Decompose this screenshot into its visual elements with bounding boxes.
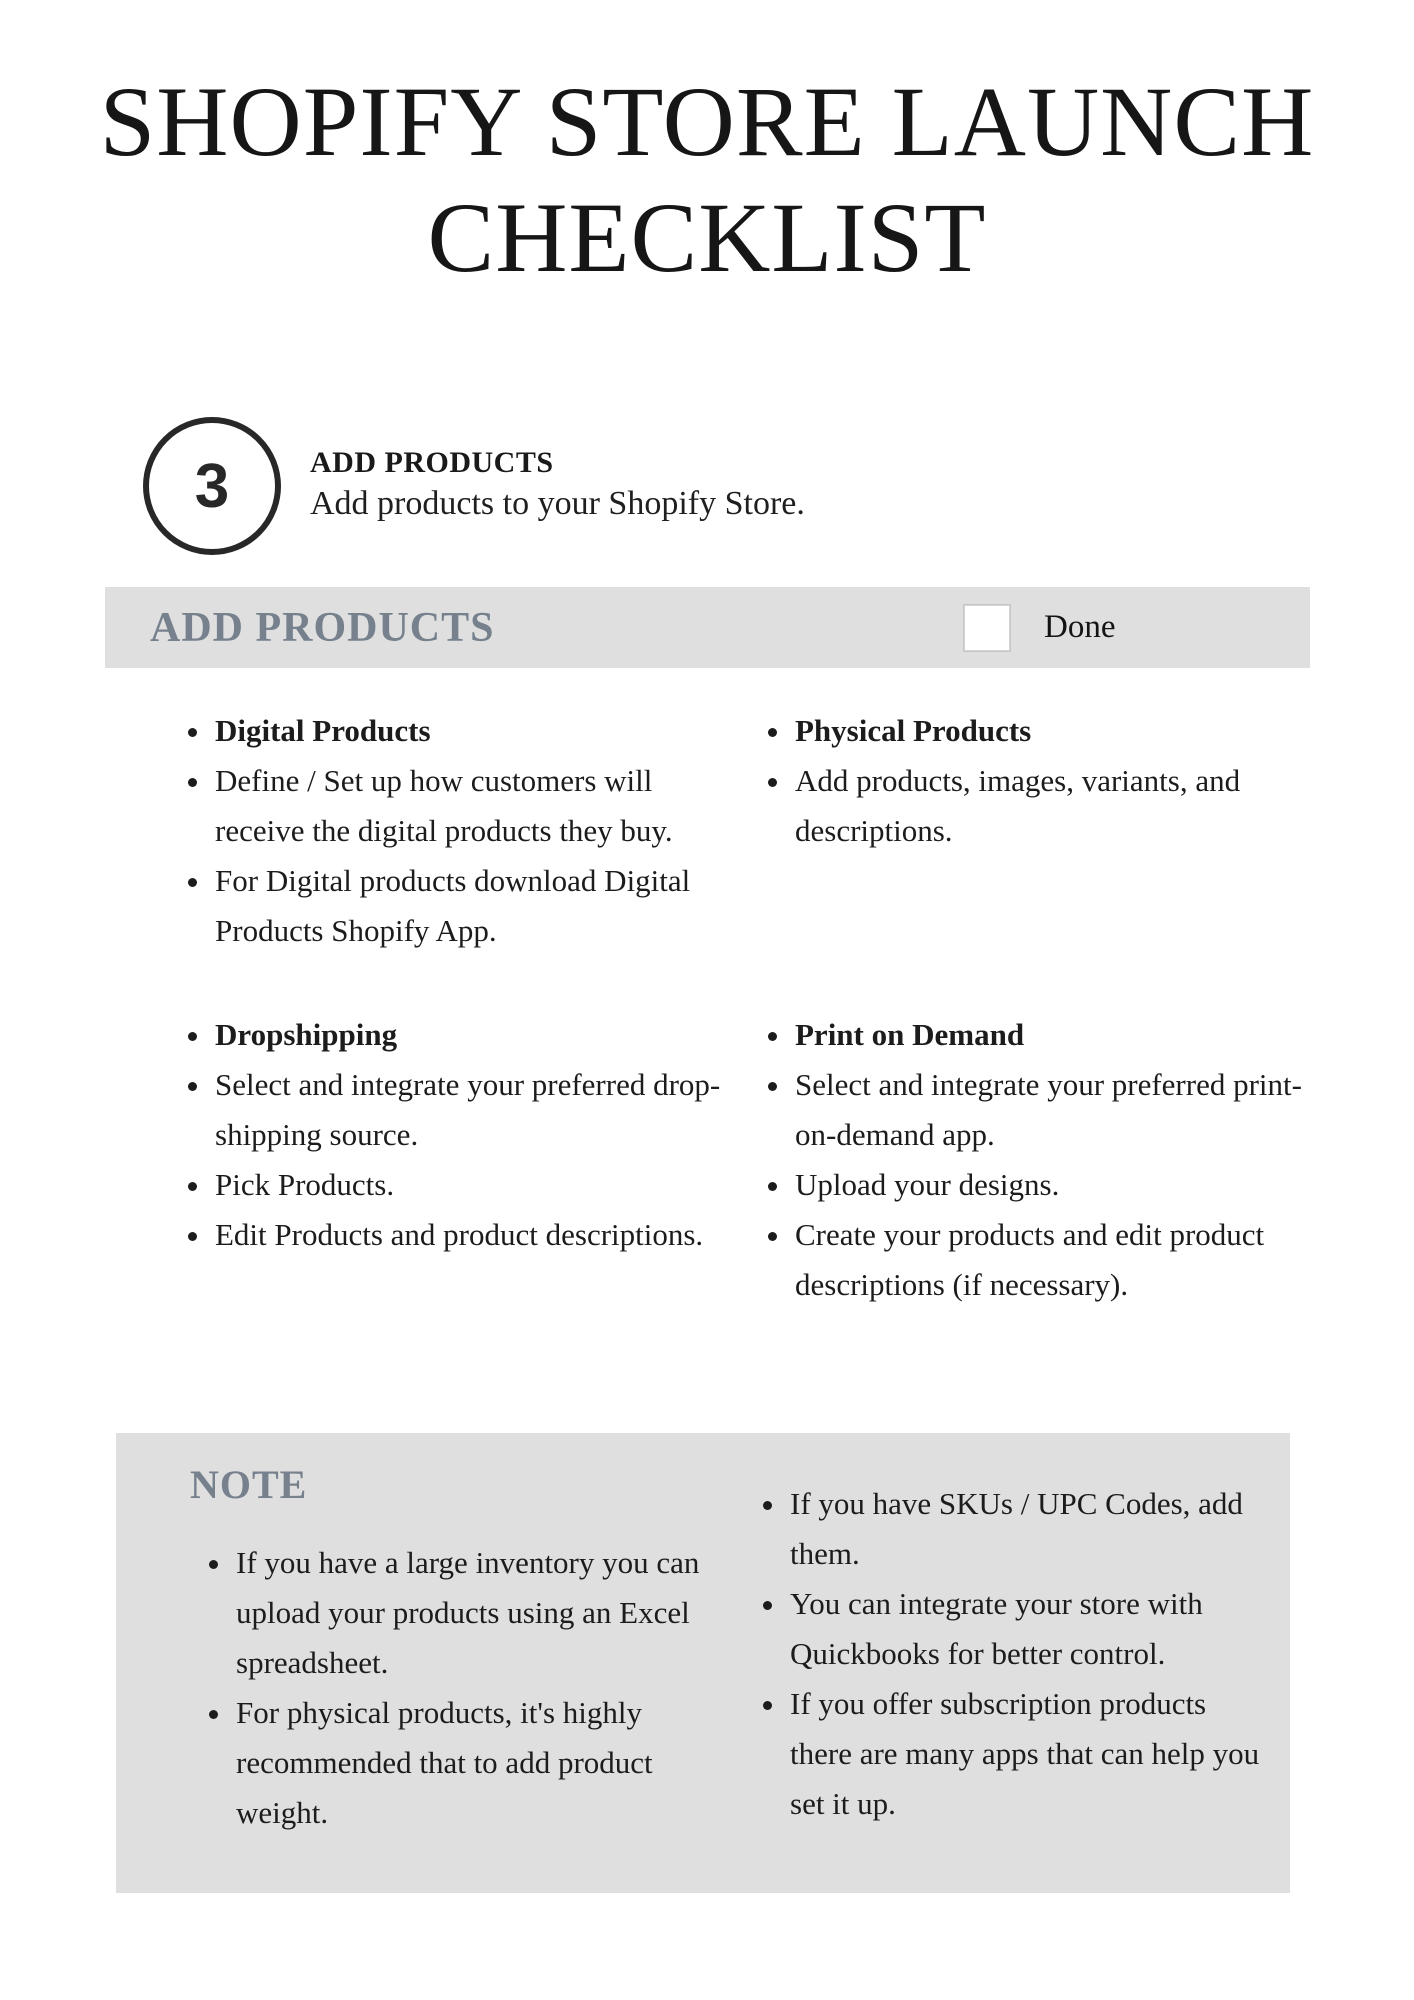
note-list-left [190, 1538, 735, 1838]
group-header: • Digital Products [213, 706, 730, 756]
checklist-item: • Define / Set up how customers will receive the digital products they buy. [213, 756, 730, 856]
checklist-group-dropshipping [165, 1010, 730, 1260]
note-list-right [744, 1479, 1264, 1829]
step-heading: ADD PRODUCTS [310, 446, 554, 479]
note-item: • If you have a large inventory you can upload your products using an Excel spreadsheet. [234, 1538, 735, 1688]
checklist-item: • Add products, images, variants, and descriptions. [793, 756, 1310, 856]
section-title: ADD PRODUCTS [150, 604, 495, 651]
checklist-group-digital-products [165, 706, 730, 956]
done-checkbox[interactable] [963, 604, 1011, 652]
section-header-banner [105, 587, 1310, 668]
note-item: • You can integrate your store with Quickbooks for better control. [788, 1579, 1264, 1679]
checklist-item: • Create your products and edit product descriptions (if necessary). [793, 1210, 1310, 1310]
step-header [310, 444, 805, 526]
done-label: Done [1044, 609, 1116, 645]
checklist-item: • Select and integrate your preferred print-on-demand app. [793, 1060, 1310, 1160]
note-item: • If you have SKUs / UPC Codes, add them. [788, 1479, 1264, 1579]
note-title: NOTE [190, 1462, 308, 1507]
checklist-grid [165, 706, 1310, 1310]
note-column-left [190, 1461, 735, 1838]
note-panel [116, 1433, 1290, 1893]
checklist-group-print-on-demand [745, 1010, 1310, 1310]
checklist-item: • Edit Products and product descriptions. [213, 1210, 730, 1260]
done-control [963, 587, 1115, 668]
checklist-group-physical-products [745, 706, 1310, 856]
checklist-item: • For Digital products download Digital Products Shopify App. [213, 856, 730, 956]
checklist-item: • Select and integrate your preferred drop-shipping source. [213, 1060, 730, 1160]
step-subheading: Add products to your Shopify Store. [310, 485, 805, 522]
checklist-item: • Upload your designs. [793, 1160, 1310, 1210]
checklist-item: • Pick Products. [213, 1160, 730, 1210]
step-number-badge [143, 417, 281, 555]
page-title [0, 66, 1414, 293]
note-item: • For physical products, it's highly recommended that to add product weight. [234, 1688, 735, 1838]
note-item: • If you offer subscription products there are many apps that can help you set it up. [788, 1679, 1264, 1829]
group-header: • Print on Demand [793, 1010, 1310, 1060]
step-number: 3 [194, 451, 230, 521]
note-column-right [744, 1479, 1264, 1829]
group-header: • Dropshipping [213, 1010, 730, 1060]
page-title-line1: SHOPIFY STORE LAUNCH [99, 66, 1315, 177]
group-header: • Physical Products [793, 706, 1310, 756]
page-title-line2: CHECKLIST [427, 182, 987, 293]
